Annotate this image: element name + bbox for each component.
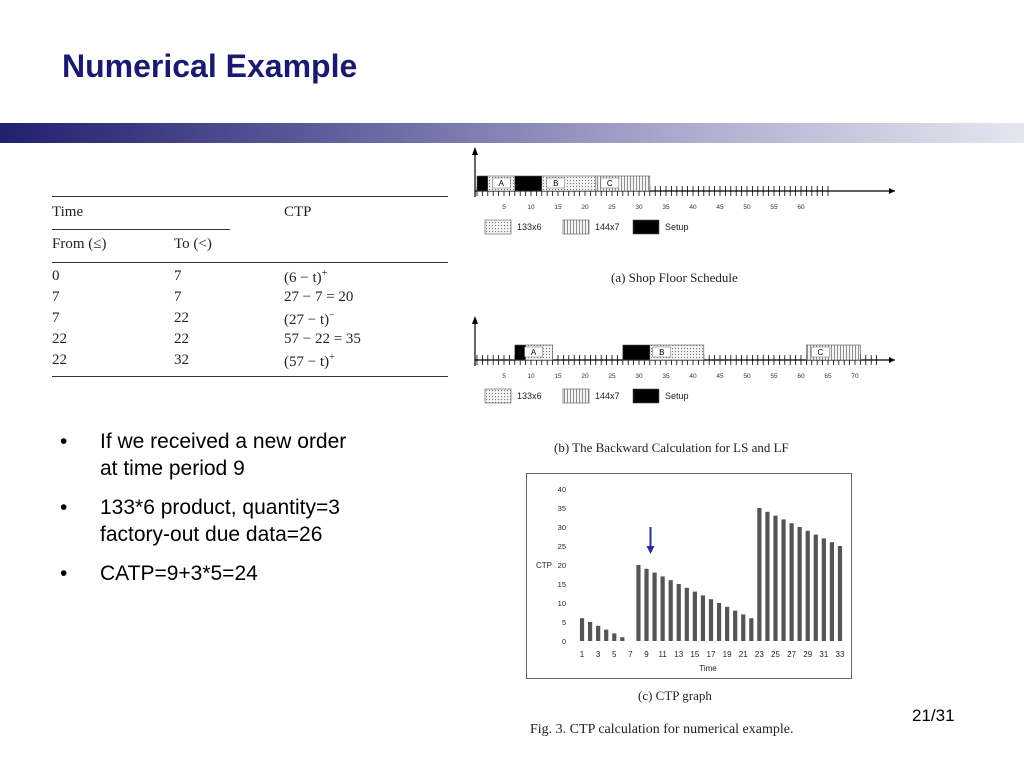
schedule-tick-label: 45: [716, 204, 724, 211]
legend-label: Setup: [665, 391, 689, 401]
ctp-bar: [781, 519, 785, 641]
schedule-block: [515, 345, 526, 360]
schedule-tick-label: 55: [770, 204, 778, 211]
ctp-y-tick-label: 0: [561, 637, 566, 646]
ctp-y-tick-label: 15: [557, 580, 566, 589]
ctp-y-tick-label: 35: [557, 504, 566, 513]
bullet-item: [60, 428, 440, 482]
bullet-dot: •: [60, 562, 68, 585]
ctp-bar: [677, 584, 681, 641]
table-header-from: From (≤): [52, 236, 107, 252]
ctp-x-tick-label: 3: [595, 650, 601, 659]
axis-arrowhead: [889, 357, 895, 363]
schedule-tick-label: 5: [502, 373, 506, 380]
ctp-bar: [790, 523, 794, 641]
schedule-tick-label: 40: [689, 373, 697, 380]
axis-arrowhead: [472, 147, 478, 155]
axis-arrowhead: [472, 316, 478, 324]
bullet-item: [60, 494, 440, 548]
ctp-bar: [830, 542, 834, 641]
schedule-tick-label: 50: [743, 373, 751, 380]
ctp-x-tick-label: 29: [803, 650, 813, 659]
table-cell-to: 22: [174, 310, 189, 326]
table-cell-to: 7: [174, 268, 182, 284]
ctp-x-tick-label: 33: [835, 650, 845, 659]
schedule-tick-label: 70: [851, 373, 859, 380]
table-header-time: Time: [52, 204, 84, 220]
ctp-bar: [725, 607, 729, 641]
ctp-x-tick-label: 15: [690, 650, 700, 659]
ctp-bar: [612, 633, 616, 641]
schedule-tick-label: 15: [554, 204, 562, 211]
schedule-tick-label: 10: [527, 204, 535, 211]
table-header-rule: [52, 262, 448, 263]
schedule-block: [623, 345, 650, 360]
table-cell-ctp-sup: +: [329, 352, 335, 363]
ctp-graph-caption: (c) CTP graph: [638, 688, 712, 703]
table-cell-ctp: (27 − t)−: [284, 310, 335, 328]
schedule-tick-label: 30: [635, 204, 643, 211]
ctp-bar: [685, 588, 689, 641]
ctp-bar: [588, 622, 592, 641]
schedule-tick-label: 20: [581, 204, 589, 211]
ctp-x-tick-label: 1: [579, 650, 585, 659]
ctp-bar: [717, 603, 721, 641]
ctp-y-label: CTP: [536, 561, 552, 570]
ctp-bar: [596, 626, 600, 641]
schedule-tick-label: 55: [770, 373, 778, 380]
legend-label: 133x6: [517, 222, 542, 232]
ctp-x-tick-label: 7: [628, 650, 633, 659]
ctp-x-tick-label: 5: [612, 650, 617, 659]
figure-caption: Fig. 3. CTP calculation for numerical example.: [530, 722, 794, 737]
table-sub-rule: [52, 229, 230, 230]
bullet-list: [60, 428, 440, 599]
legend-label: 133x6: [517, 391, 542, 401]
bullet-line: at time period 9: [100, 457, 245, 480]
bullet-line: CATP=9+3*5=24: [100, 562, 258, 585]
ctp-x-tick-label: 11: [658, 650, 667, 659]
schedule-tick-label: 50: [743, 204, 751, 211]
ctp-x-tick-label: 9: [644, 650, 649, 659]
ctp-bar: [636, 565, 640, 641]
ctp-y-tick-label: 40: [557, 485, 566, 494]
ctp-x-tick-label: 23: [754, 650, 764, 659]
title-gradient-band: [0, 123, 1024, 143]
legend-swatch: [633, 389, 659, 403]
table-top-rule: [52, 196, 448, 197]
schedule-tick-label: 60: [797, 373, 805, 380]
schedule-block: [477, 176, 488, 191]
ctp-x-label: Time: [699, 664, 717, 673]
schedule-block-label: A: [498, 179, 504, 188]
schedule-tick-label: 40: [689, 204, 697, 211]
schedule-tick-label: 25: [608, 204, 616, 211]
bullet-line: If we received a new order: [100, 430, 347, 453]
schedule-tick-label: 25: [608, 373, 616, 380]
table-cell-from: 0: [52, 268, 60, 284]
ctp-y-tick-label: 20: [557, 561, 566, 570]
schedule-block: [515, 176, 542, 191]
table-cell-to: 22: [174, 331, 189, 347]
table-cell-to: 32: [174, 352, 189, 368]
table-cell-to: 7: [174, 289, 182, 305]
schedule-tick-label: 15: [554, 373, 562, 380]
bullet-dot: •: [60, 430, 68, 453]
ctp-bar: [798, 527, 802, 641]
ctp-bar: [806, 531, 810, 641]
ctp-bar: [822, 538, 826, 641]
table-header-ctp: CTP: [284, 204, 312, 220]
schedule-block-label: A: [530, 348, 537, 357]
table-cell-from: 7: [52, 289, 60, 305]
schedule-tick-label: 10: [527, 373, 535, 380]
shop-floor-schedule: [472, 147, 895, 234]
ctp-bar: [757, 508, 761, 641]
ctp-bar: [604, 630, 608, 641]
legend-swatch: [563, 220, 589, 234]
ctp-bar: [814, 535, 818, 641]
bullet-item: [60, 560, 440, 587]
page-number: 21/31: [912, 706, 955, 725]
legend-swatch: [485, 220, 511, 234]
table-cell-ctp: (6 − t)+: [284, 268, 328, 286]
schedule-block-label: C: [817, 348, 824, 357]
ctp-graph-frame: [527, 474, 852, 679]
schedule-block-label: B: [553, 179, 559, 188]
axis-arrowhead: [889, 188, 895, 194]
schedule-tick-label: 20: [581, 373, 589, 380]
ctp-bar: [644, 569, 648, 641]
schedule-b-caption: (b) The Backward Calculation for LS and LF: [554, 440, 789, 455]
ctp-y-tick-label: 30: [557, 523, 566, 532]
legend-label: 144x7: [595, 391, 620, 401]
ctp-bar: [580, 618, 584, 641]
ctp-bar: [661, 576, 665, 641]
ctp-y-tick-label: 5: [561, 618, 566, 627]
table-cell-ctp: 57 − 22 = 35: [284, 331, 361, 347]
legend-swatch: [485, 389, 511, 403]
ctp-bar: [652, 573, 656, 641]
schedule-tick-label: 30: [635, 373, 643, 380]
ctp-bar: [693, 592, 697, 641]
schedule-tick-label: 5: [502, 204, 506, 211]
schedule-tick-label: 35: [662, 204, 670, 211]
schedule-block-label: B: [659, 348, 665, 357]
schedule-tick-label: 65: [824, 373, 832, 380]
ctp-x-tick-label: 31: [819, 650, 829, 659]
ctp-y-tick-label: 25: [557, 542, 566, 551]
table-bottom-rule: [52, 376, 448, 377]
table-cell-ctp-sup: +: [321, 268, 328, 279]
ctp-graph: [526, 473, 852, 687]
table-cell-from: 22: [52, 352, 67, 368]
ctp-x-tick-label: 27: [787, 650, 797, 659]
table-cell-ctp-sup: −: [329, 310, 335, 321]
ctp-bar: [669, 580, 673, 641]
legend-swatch: [563, 389, 589, 403]
ctp-x-tick-label: 17: [706, 650, 716, 659]
table-header-to: To (<): [174, 236, 212, 252]
ctp-bar: [838, 546, 842, 641]
ctp-y-tick-label: 10: [557, 599, 566, 608]
ctp-x-tick-label: 13: [674, 650, 684, 659]
table-cell-from: 22: [52, 331, 67, 347]
ctp-bar: [709, 599, 713, 641]
legend-label: Setup: [665, 222, 689, 232]
bullet-dot: •: [60, 496, 68, 519]
ctp-bar: [701, 595, 705, 641]
backward-calculation-schedule: [472, 316, 895, 403]
ctp-bar: [749, 618, 753, 641]
slide-title: Numerical Example: [62, 48, 358, 84]
legend-swatch: [633, 220, 659, 234]
ctp-bar: [773, 516, 777, 641]
schedule-tick-label: 45: [716, 373, 724, 380]
table-cell-from: 7: [52, 310, 60, 326]
ctp-bar: [765, 512, 769, 641]
schedule-tick-label: 60: [797, 204, 805, 211]
schedule-block-label: C: [606, 179, 613, 188]
schedule-a-caption: (a) Shop Floor Schedule: [611, 270, 738, 285]
ctp-bar: [733, 611, 737, 641]
ctp-x-tick-label: 25: [771, 650, 780, 659]
table-cell-ctp: 27 − 7 = 20: [284, 289, 354, 305]
bullet-line: factory-out due data=26: [100, 523, 323, 546]
ctp-bar: [741, 614, 745, 641]
schedule-tick-label: 35: [662, 373, 670, 380]
ctp-x-tick-label: 21: [738, 650, 748, 659]
legend-label: 144x7: [595, 222, 620, 232]
table-cell-ctp: (57 − t)+: [284, 352, 335, 370]
ctp-x-tick-label: 19: [722, 650, 732, 659]
ctp-bar: [620, 637, 624, 641]
bullet-line: 133*6 product, quantity=3: [100, 496, 340, 519]
